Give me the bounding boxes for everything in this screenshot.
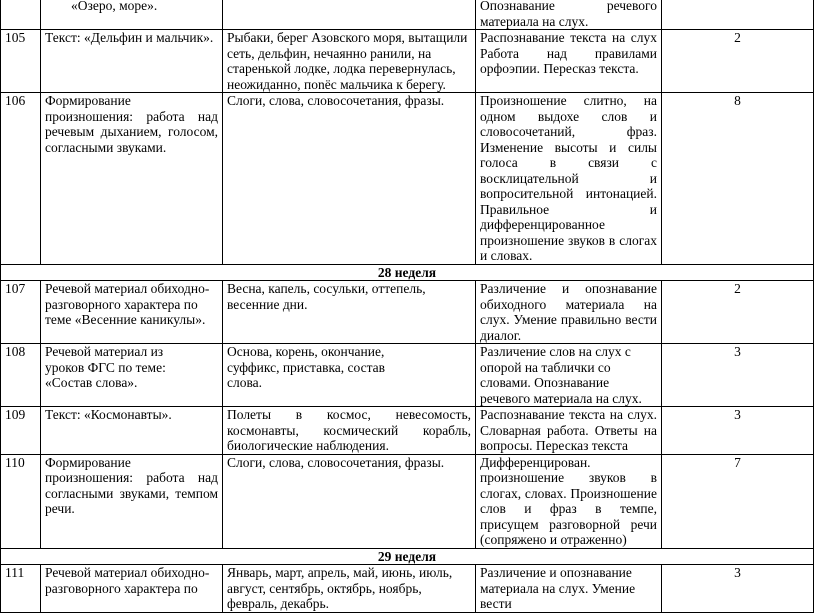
week-header-row	[1, 264, 814, 281]
lesson-topic-cell: Формирование произношения: работа над согласными звуками, темпом речи.	[41, 454, 223, 548]
lesson-topic-cell: Речевой материал из уроков ФГС по теме: «Состав слова».	[41, 344, 223, 407]
hours-cell: 3	[662, 344, 814, 407]
activity-cell: Произношение слитно, на одном выдохе слов и словосочетаний, фраз. Изменение высоты и силы голоса в связи с восклицательной и вопросительной интонацией. Правильное и дифференцированное произношение звуков в слогах и словах.	[476, 93, 662, 265]
lesson-topic-cell: Речевой материал обиходно-разговорного характера по	[41, 565, 223, 613]
lesson-number-cell: 108	[1, 344, 41, 407]
lesson-number-cell: 106	[1, 93, 41, 265]
lesson-number-cell: 107	[1, 281, 41, 344]
lesson-number-cell: 110	[1, 454, 41, 548]
hours-cell	[662, 0, 814, 30]
table-row	[1, 344, 814, 407]
hours-cell: 2	[662, 30, 814, 93]
activity-cell: Различение и опознавание обиходного материала на слух. Умение правильно вести диалог.	[476, 281, 662, 344]
table-row	[1, 454, 814, 548]
hours-cell: 3	[662, 565, 814, 613]
hours-cell: 7	[662, 454, 814, 548]
speech-material-cell: Слоги, слова, словосочетания, фразы.	[223, 454, 476, 548]
speech-material-cell: Весна, капель, сосульки, оттепель, весенние дни.	[223, 281, 476, 344]
lesson-number-cell: 105	[1, 30, 41, 93]
hours-cell: 3	[662, 407, 814, 455]
speech-material-cell: Основа, корень, окончание, суффикс, приставка, состав слова.	[223, 344, 476, 407]
week-label: 28 неделя	[1, 264, 814, 281]
speech-material-cell: Рыбаки, берег Азовского моря, вытащили сеть, дельфин, нечаянно ранили, на старенькой лодке, лодка перевернулась, неожиданно, поnёс мальчика к берегу.	[223, 30, 476, 93]
lesson-topic-cell: Текст: «Космонавты».	[41, 407, 223, 455]
table-row	[1, 407, 814, 455]
table-row	[1, 565, 814, 613]
activity-cell: Распознавание текста на слух. Словарная работа. Ответы на вопросы. Пересказ текста	[476, 407, 662, 455]
table-row	[1, 0, 814, 30]
table-row	[1, 30, 814, 93]
speech-material-cell	[223, 0, 476, 30]
table-row	[1, 281, 814, 344]
week-header-row	[1, 548, 814, 565]
lesson-number-cell: 109	[1, 407, 41, 455]
hours-cell: 2	[662, 281, 814, 344]
lesson-number-cell: 111	[1, 565, 41, 613]
activity-cell: Опознавание речевого материала на слух.	[476, 0, 662, 30]
lesson-topic-cell: Речевой материал обиходно-разговорного характера по теме «Весенние каникулы».	[41, 281, 223, 344]
table-row	[1, 93, 814, 265]
speech-material-cell: Январь, март, апрель, май, июнь, июль, август, сентябрь, октябрь, ноябрь, февраль, декабрь.	[223, 565, 476, 613]
activity-cell: Дифференцирован. произношение звуков в слогах, словах. Произношение слов и фраз в темпе, присущем разговорной речи (сопряжено и отраженно)	[476, 454, 662, 548]
speech-material-cell: Полеты в космос, невесомость, космонавты, космический корабль, биологические наблюдения.	[223, 407, 476, 455]
lesson-topic-cell: Формирование произношения: работа над речевым дыханием, голосом, согласными звуками.	[41, 93, 223, 265]
speech-material-cell: Слоги, слова, словосочетания, фразы.	[223, 93, 476, 265]
hours-cell: 8	[662, 93, 814, 265]
lesson-topic-cell: «Озеро, море».	[41, 0, 223, 30]
lesson-number-cell	[1, 0, 41, 30]
activity-cell: Различение слов на слух с опорой на таблички со словами. Опознавание речевого материала на слух.	[476, 344, 662, 407]
week-label: 29 неделя	[1, 548, 814, 565]
lesson-topic-cell: Текст: «Дельфин и мальчик».	[41, 30, 223, 93]
activity-cell: Различение и опознавание материала на слух. Умение вести	[476, 565, 662, 613]
activity-cell: Распознавание текста на слух Работа над правилами орфоэпии. Пересказ текста.	[476, 30, 662, 93]
